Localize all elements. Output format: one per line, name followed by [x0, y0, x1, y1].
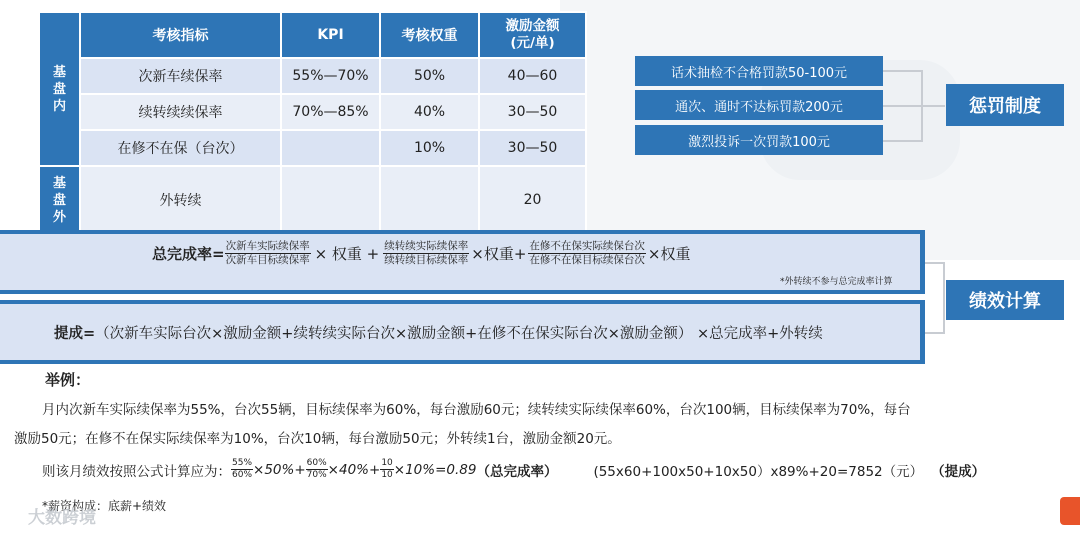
calc-commission: (55x60+100x50+10x50）x89%+20=7852（元）	[593, 463, 924, 480]
calc-prefix: 则该月绩效按照公式计算应为：	[42, 463, 231, 480]
connector-line	[925, 332, 945, 334]
fraction-b: $\frac{60\%}{70\%}$	[306, 458, 327, 480]
row-amount: 30—50	[479, 94, 586, 130]
penalty-item: 话术抽检不合格罚款50-100元	[635, 56, 883, 86]
performance-tag: 绩效计算	[946, 280, 1064, 320]
completion-note: *外转续不参与总完成率计算	[780, 277, 893, 287]
row-amount: 40—60	[479, 58, 586, 94]
header-indicator: 考核指标	[80, 12, 281, 58]
side-label-outside: 基 盘 外	[39, 166, 80, 234]
row-amount: 20	[479, 166, 586, 234]
table-row	[39, 94, 586, 130]
salary-footnote: *薪资构成：底薪+绩效	[42, 499, 167, 513]
row-name: 续转续续保率	[80, 94, 281, 130]
row-weight: 40%	[380, 94, 479, 130]
calc-tag-commission: （提成）	[931, 463, 986, 480]
commission-formula	[54, 322, 823, 343]
connector-line	[883, 140, 923, 142]
penalty-tag: 惩罚制度	[946, 84, 1064, 126]
row-amount: 30—50	[479, 130, 586, 166]
row-kpi: 70%—85%	[281, 94, 380, 130]
connector-line	[943, 262, 945, 334]
completion-label: 总完成率=	[152, 245, 225, 263]
connector-line	[921, 70, 923, 142]
table-row	[39, 130, 586, 166]
corner-logo-icon	[1060, 497, 1080, 525]
formula-band-commission	[0, 300, 925, 364]
row-weight: 10%	[380, 130, 479, 166]
operator: ×权重	[647, 245, 691, 263]
row-kpi: 55%—70%	[281, 58, 380, 94]
kpi-table	[38, 11, 587, 235]
fraction-repair: $\frac{\text{在修不在保实际续保台次}}{\text{在修不在保目标续保台次}}$	[529, 240, 645, 266]
calc-tag-completion: （总完成率）	[476, 463, 558, 480]
row-weight: 50%	[380, 58, 479, 94]
example-line-2: 激励50元；在修不在保实际续保率为10%，台次10辆，每台激励50元；外转续1台，激励金额20元。	[14, 431, 621, 447]
fraction-new-car: $\frac{\text{次新车实际续保率}}{\text{次新车目标续保率}}$	[225, 240, 310, 266]
example-line-1: 月内次新车实际续保率为55%，台次55辆，目标续保率为60%，每台激励60元；续转续实际续保率60%，台次100辆，目标续保率为70%，每台	[42, 402, 911, 418]
operator: ×40%+	[327, 461, 381, 478]
penalty-item: 通次、通时不达标罚款200元	[635, 90, 883, 120]
header-amount: 激励金额 (元/单)	[479, 12, 586, 58]
side-label-inside: 基 盘 内	[39, 12, 80, 166]
row-weight	[380, 166, 479, 234]
row-kpi	[281, 130, 380, 166]
completion-formula	[152, 240, 690, 267]
operator: ×50%+	[253, 461, 306, 478]
example-calculation	[42, 458, 985, 481]
table-row	[39, 58, 586, 94]
header-weight: 考核权重	[380, 12, 479, 58]
watermark-logo: 大数跨境	[28, 508, 96, 528]
row-name: 外转续	[80, 166, 281, 234]
example-title: 举例：	[45, 371, 91, 389]
connector-line	[883, 70, 923, 72]
penalty-item: 激烈投诉一次罚款100元	[635, 125, 883, 155]
operator: × 权重 +	[314, 245, 380, 263]
table-header-row	[39, 12, 586, 58]
connector-line	[883, 105, 945, 107]
operator: ×权重+	[471, 245, 527, 263]
commission-text: （次新车实际台次×激励金额+续转续实际台次×激励金额+在修不在保实际台次×激励金额） ×总完成率+外转续	[95, 326, 823, 342]
row-name: 次新车续保率	[80, 58, 281, 94]
operator: ×10%=0.89	[393, 461, 477, 478]
row-kpi	[281, 166, 380, 234]
formula-band-completion	[0, 230, 925, 294]
commission-label: 提成=	[54, 326, 96, 342]
fraction-a: $\frac{55\%}{60\%}$	[232, 458, 253, 480]
fraction-renewal: $\frac{\text{续转续实际续保率}}{\text{续转续目标续保率}}$	[384, 240, 469, 266]
fraction-c: $\frac{10}{10}$	[381, 458, 393, 480]
connector-line	[925, 262, 945, 264]
header-kpi: KPI	[281, 12, 380, 58]
row-name: 在修不在保（台次）	[80, 130, 281, 166]
table-row	[39, 166, 586, 234]
